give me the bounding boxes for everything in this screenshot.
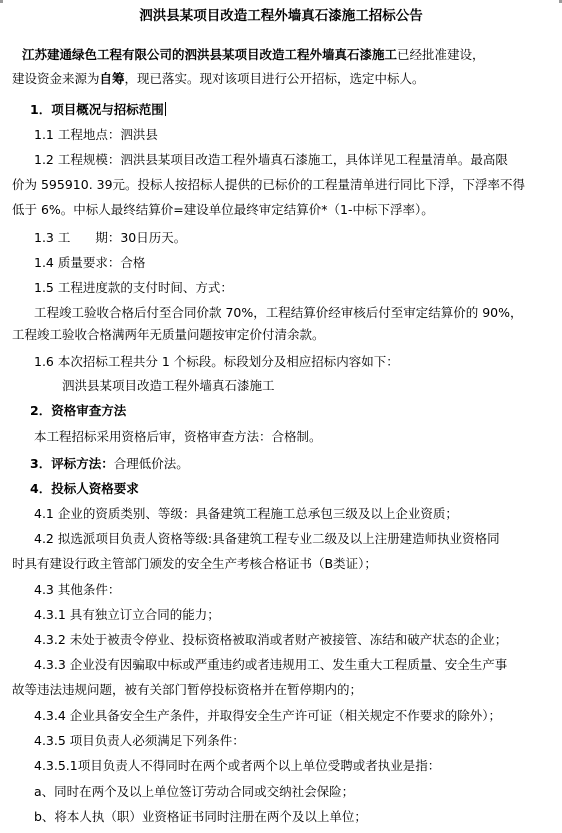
para-4-3-2: 4.3.2 未处于被责令停业、投标资格被取消或者财产被接管、冻结和破产状态的企业；	[34, 632, 508, 647]
intro-text: 已经批准建设，	[397, 47, 485, 62]
para-4-3-3-line-2: 故等违法违规问题，被有关部门暂停投标资格并在暂停期内的；	[12, 682, 363, 697]
list-item-a: a、同时在两个及以上单位签订劳动合同或交纳社会保险；	[34, 784, 355, 799]
para-1-1: 1.1 工程地点：泗洪县	[34, 127, 158, 142]
section-3	[30, 455, 562, 473]
list-item-b: b、将本人执（职）业资格证书同时注册在两个及以上单位；	[34, 809, 367, 824]
para-1-2-line-2: 价为 595910. 39元。投标人按招标人提供的已标价的工程量清单进行同比下浮，下浮率不得	[12, 177, 526, 192]
company-name: 江苏建通绿色工程有限公司	[22, 47, 173, 62]
page-corner-mark-left	[0, 0, 3, 3]
para-1-6: 1.6 本次招标工程共分 1 个标段。标段划分及相应招标内容如下：	[34, 354, 399, 369]
para-4-3: 4.3 其他条件：	[34, 582, 121, 597]
para-1-2-line-3: 低于 6%。中标人最终结算价=建设单位最终审定结算价*（1-中标下浮率）。	[12, 202, 434, 217]
para-4-1: 4.1 企业的资质类别、等级：具备建筑工程施工总承包三级及以上企业资质；	[34, 506, 458, 521]
section-heading	[30, 101, 562, 119]
para-4-3-5: 4.3.5 项目负责人必须满足下列条件：	[34, 733, 245, 748]
para-1-6-item: 泗洪县某项目改造工程外墙真石漆施工	[62, 378, 275, 393]
section-4-heading: 4．投标人资格要求	[30, 481, 139, 496]
para-1-4: 1.4 质量要求：合格	[34, 255, 146, 270]
para-1-2-line-1: 1.2 工程规模：泗洪县某项目改造工程外墙真石漆施工，具体详见工程量清单。最高限	[34, 152, 508, 167]
para-4-2-line-2: 时具有建设行政主管部门颁发的安全生产考核合格证书（B类证）；	[12, 556, 377, 571]
para-4-2-line-1: 4.2 拟选派项目负责人资格等级:具备建筑工程专业二级及以上注册建造师执业资格同	[34, 531, 500, 546]
document-title: 泗洪县某项目改造工程外墙真石漆施工招标公告	[139, 8, 423, 24]
para-1-3: 1.3 工 期：30日历天。	[34, 230, 187, 245]
intro-text: ，现已落实。现对该项目进行公开招标，选定中标人。	[124, 71, 425, 86]
para-4-3-1: 4.3.1 具有独立订立合同的能力；	[34, 607, 220, 622]
section-2-heading: 2．资格审查方法	[30, 403, 127, 418]
para-1-5: 1.5 工程进度款的支付时间、方式：	[34, 280, 233, 295]
para-1-5-line-1: 工程竣工验收合格后付至合同价款 70%，工程结算价经审核后付至审定结算价的 90%，	[34, 305, 523, 320]
para-4-3-5-1: 4.3.5.1项目负责人不得同时在两个或者两个以上单位受聘或者执业是指：	[34, 758, 441, 773]
funding-source: 自筹	[99, 71, 125, 86]
section-3-text: 合理低价法。	[113, 456, 189, 471]
project-name: 的泗洪县某项目改造工程外墙真石漆施工	[172, 47, 398, 62]
para-1-5-line-2: 工程竣工验收合格满两年无质量问题按审定价付清余款。	[12, 327, 325, 342]
intro-text: 建设资金来源为	[12, 71, 100, 86]
intro-line-2	[12, 70, 562, 88]
text-cursor	[165, 102, 166, 116]
intro-line-1	[22, 46, 562, 64]
para-2: 本工程招标采用资格后审，资格审查方法：合格制。	[34, 429, 322, 444]
para-4-3-4: 4.3.4 企业具备安全生产条件，并取得安全生产许可证（相关规定不作要求的除外）；	[34, 708, 502, 723]
section-1-heading: 1．项目概况与招标范围	[30, 102, 164, 117]
para-4-3-3-line-1: 4.3.3 企业没有因骗取中标或严重违约或者违规用工、发生重大工程质量、安全生产事	[34, 657, 508, 672]
section-3-heading: 3．评标方法：	[30, 456, 114, 471]
